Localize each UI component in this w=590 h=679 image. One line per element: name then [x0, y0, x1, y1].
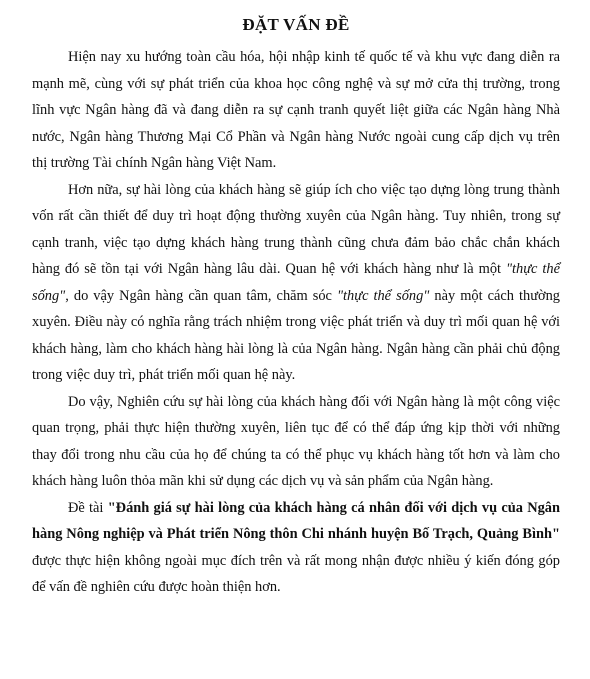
paragraph-2-text-a: Hơn nữa, sự hài lòng của khách hàng sẽ giúp ích cho việc tạo dựng lòng trung thành vốn rất cần thiết để duy trì hoạt động thường xuyên của Ngân hàng. Tuy nhiên, trong sự cạnh tranh, việc tạo dựng khách hàng trung thành cũng chưa đảm bảo chắc chắn khách hàng đó sẽ tồn tại với Ngân hàng lâu dài. Quan hệ với khách hàng như là một: [32, 181, 560, 277]
paragraph-2-text-c: này một cách thường xuyên. Điều này có nghĩa rằng trách nhiệm trong việc phát triển và duy trì mối quan hệ với khách hàng, làm cho khách hàng hài lòng là của Ngân hàng. Ngân hàng cần phải chủ động trong việc duy trì, phát triển mối quan hệ này.: [32, 287, 561, 383]
paragraph-4-text-a: Đề tài: [68, 499, 108, 516]
paragraph-2-text-b: , do vậy Ngân hàng cần quan tâm, chăm sóc: [65, 287, 337, 304]
paragraph-2-italic-b: "thực thể sống": [336, 287, 430, 304]
paragraph-2: [32, 177, 560, 389]
paragraph-3: Do vậy, Nghiên cứu sự hài lòng của khách hàng đối với Ngân hàng là một công việc quan trọng, phải thực hiện thường xuyên, liên tục để có thể đáp ứng kịp thời với những thay đổi trong nhu cầu của họ để chúng ta có thể phục vụ khách hàng tốt hơn và làm cho khách hàng luôn thỏa mãn khi sử dụng các dịch vụ và sản phẩm của Ngân hàng.: [32, 393, 560, 489]
page-title: ĐẶT VẤN ĐỀ: [242, 15, 350, 34]
paragraph-1: Hiện nay xu hướng toàn cầu hóa, hội nhập kinh tế quốc tế và khu vực đang diễn ra mạnh mẽ, cùng với sự phát triển của khoa học công nghệ và sự mở cửa thị trường, trong lĩnh vực Ngân hàng đã và đang diễn ra sự cạnh tranh quyết liệt giữa các Ngân hàng Nhà nước, Ngân hàng Thương Mại Cổ Phần và Ngân hàng Nước ngoài cung cấp dịch vụ trên thị trường Tài chính Ngân hàng Việt Nam.: [32, 49, 560, 171]
paragraph-2-italic-a: "thực thể sống": [32, 261, 560, 304]
paragraph-4: [32, 495, 560, 601]
document-page: [32, 14, 560, 601]
paragraph-4-text-b: được thực hiện không ngoài mục đích trên và rất mong nhận được nhiều ý kiến đóng góp để vấn đề nghiên cứu được hoàn thiện hơn.: [32, 552, 560, 595]
paragraph-4-bold-title: "Đánh giá sự hài lòng của khách hàng cá nhân đối với dịch vụ của Ngân hàng Nông nghiệp và Phát triển Nông thôn Chi nhánh huyện Bố Trạch, Quảng Bình": [32, 499, 561, 542]
